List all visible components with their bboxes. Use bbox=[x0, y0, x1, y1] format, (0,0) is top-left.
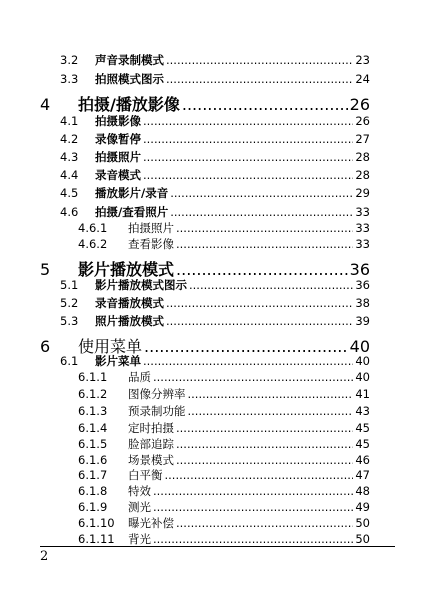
toc-entry-title: 使用菜单 bbox=[78, 337, 143, 356]
toc-entry-number: 4 bbox=[40, 95, 51, 114]
toc-entry-title: 拍摄/播放影像 bbox=[78, 95, 180, 114]
toc-entry-title: 录音播放模式 bbox=[95, 296, 164, 310]
toc-entry-page: 41 bbox=[355, 387, 370, 401]
toc-entry-page: 28 bbox=[355, 168, 370, 182]
toc-entry-title: 查看影像 bbox=[128, 237, 174, 251]
toc-entry-page: 45 bbox=[355, 437, 370, 451]
toc-entry-page: 50 bbox=[355, 532, 370, 546]
toc-entry-number: 4.4 bbox=[60, 168, 79, 182]
toc-entry[interactable] bbox=[60, 295, 370, 311]
toc-entry-title: 脸部追踪 bbox=[128, 437, 174, 451]
toc-entry-title: 特效 bbox=[128, 484, 151, 498]
toc-entry-title: 场景模式 bbox=[128, 453, 174, 467]
toc-entry-page: 39 bbox=[355, 314, 370, 328]
toc-entry[interactable] bbox=[40, 92, 370, 115]
toc-entry[interactable] bbox=[78, 386, 370, 402]
toc-entry[interactable] bbox=[78, 499, 370, 515]
toc-entry-page: 40 bbox=[355, 370, 370, 384]
toc-entry-number: 6.1.7 bbox=[78, 468, 108, 482]
toc-entry-number: 6.1.8 bbox=[78, 484, 108, 498]
toc-entry[interactable] bbox=[78, 436, 370, 452]
toc-entry[interactable] bbox=[78, 220, 370, 236]
toc-entry-page: 33 bbox=[355, 205, 370, 219]
toc-entry-page: 33 bbox=[355, 221, 370, 235]
toc-entry-title: 影片播放模式图示 bbox=[95, 278, 187, 292]
dot-leader bbox=[153, 532, 353, 546]
toc-entry-title: 拍摄/查看照片 bbox=[95, 205, 169, 219]
toc-entry[interactable] bbox=[78, 369, 370, 385]
toc-entry-number: 6.1.6 bbox=[78, 453, 108, 467]
dot-leader bbox=[188, 387, 354, 401]
toc-entry-number: 4.6.2 bbox=[78, 237, 108, 251]
toc-entry-number: 6.1.5 bbox=[78, 437, 108, 451]
dot-leader bbox=[166, 314, 353, 328]
dot-leader bbox=[188, 404, 354, 418]
dot-leader bbox=[176, 221, 353, 235]
toc-entry-title: 白平衡 bbox=[128, 468, 163, 482]
toc-entry[interactable] bbox=[60, 113, 370, 129]
toc-entry-title: 影片播放模式 bbox=[78, 260, 175, 279]
toc-entry-title: 测光 bbox=[128, 500, 151, 514]
toc-entry-number: 6.1 bbox=[60, 354, 79, 368]
dot-leader bbox=[170, 186, 353, 200]
toc-entry-title: 拍摄照片 bbox=[128, 221, 174, 235]
toc-entry[interactable] bbox=[78, 483, 370, 499]
toc-entry[interactable] bbox=[78, 403, 370, 419]
toc-entry-title: 品质 bbox=[128, 370, 151, 384]
toc-entry-number: 4.3 bbox=[60, 150, 79, 164]
toc-entry-page: 38 bbox=[355, 296, 370, 310]
toc-entry[interactable] bbox=[60, 204, 370, 220]
toc-entry[interactable] bbox=[60, 52, 370, 68]
dot-leader bbox=[170, 205, 353, 219]
toc-entry[interactable] bbox=[78, 420, 370, 436]
toc-entry[interactable] bbox=[60, 185, 370, 201]
toc-entry-title: 曝光补偿 bbox=[128, 516, 174, 530]
toc-entry-title: 声音录制模式 bbox=[95, 53, 164, 67]
dot-leader bbox=[143, 354, 353, 368]
toc-entry-number: 6.1.9 bbox=[78, 500, 108, 514]
toc-entry-page: 33 bbox=[355, 237, 370, 251]
toc-entry-page: 40 bbox=[349, 337, 370, 356]
dot-leader bbox=[143, 114, 353, 128]
toc-entry-number: 4.6 bbox=[60, 205, 79, 219]
toc-entry-title: 录像暂停 bbox=[95, 132, 141, 146]
toc-entry-number: 6.1.2 bbox=[78, 387, 108, 401]
toc-entry-title: 拍照模式图示 bbox=[95, 72, 164, 86]
toc-entry-page: 24 bbox=[355, 72, 370, 86]
toc-entry-number: 5.1 bbox=[60, 278, 79, 292]
toc-entry-number: 6.1.1 bbox=[78, 370, 108, 384]
toc-entry[interactable] bbox=[60, 277, 370, 293]
toc-entry[interactable] bbox=[78, 531, 370, 547]
toc-entry-title: 拍摄照片 bbox=[95, 150, 141, 164]
toc-entry-title: 录音模式 bbox=[95, 168, 141, 182]
toc-entry-title: 定时拍摄 bbox=[128, 421, 174, 435]
dot-leader bbox=[166, 72, 353, 86]
dot-leader bbox=[143, 150, 353, 164]
dot-leader bbox=[176, 421, 353, 435]
toc-entry-title: 播放影片/录音 bbox=[95, 186, 169, 200]
dot-leader bbox=[143, 132, 353, 146]
toc-entry-number: 6.1.11 bbox=[78, 532, 115, 546]
toc-entry-page: 47 bbox=[355, 468, 370, 482]
toc-entry-page: 49 bbox=[355, 500, 370, 514]
dot-leader bbox=[153, 484, 353, 498]
toc-entry-page: 29 bbox=[355, 186, 370, 200]
toc-entry-number: 6.1.10 bbox=[78, 516, 115, 530]
toc-entry-number: 6 bbox=[40, 337, 51, 356]
toc-entry-title: 预录制功能 bbox=[128, 404, 186, 418]
dot-leader bbox=[182, 95, 348, 114]
toc-entry-title: 拍摄影像 bbox=[95, 114, 141, 128]
toc-entry-page: 26 bbox=[355, 114, 370, 128]
dot-leader bbox=[143, 168, 353, 182]
toc-entry-page: 23 bbox=[355, 53, 370, 67]
toc-entry[interactable] bbox=[78, 452, 370, 468]
toc-entry-page: 46 bbox=[355, 453, 370, 467]
dot-leader bbox=[176, 516, 353, 530]
toc-entry[interactable] bbox=[60, 167, 370, 183]
toc-entry-title: 照片播放模式 bbox=[95, 314, 164, 328]
toc-entry-page: 43 bbox=[355, 404, 370, 418]
toc-entry-page: 28 bbox=[355, 150, 370, 164]
dot-leader bbox=[165, 468, 354, 482]
toc-entry-number: 6.1.4 bbox=[78, 421, 108, 435]
toc-entry-number: 4.5 bbox=[60, 186, 79, 200]
toc-entry-page: 50 bbox=[355, 516, 370, 530]
toc-entry[interactable] bbox=[78, 515, 370, 531]
dot-leader bbox=[176, 237, 353, 251]
toc-entry-page: 36 bbox=[355, 278, 370, 292]
toc-entry-page: 26 bbox=[349, 95, 370, 114]
dot-leader bbox=[153, 500, 353, 514]
toc-entry-page: 40 bbox=[355, 354, 370, 368]
toc-entry[interactable] bbox=[60, 131, 370, 147]
toc-entry-number: 5 bbox=[40, 260, 51, 279]
toc-entry[interactable] bbox=[78, 467, 370, 483]
toc-entry-title: 影片菜单 bbox=[95, 354, 141, 368]
toc-entry-number: 5.3 bbox=[60, 314, 79, 328]
toc-entry-number: 4.2 bbox=[60, 132, 79, 146]
toc-entry-page: 45 bbox=[355, 421, 370, 435]
toc-entry-number: 5.2 bbox=[60, 296, 79, 310]
toc-entry[interactable] bbox=[60, 353, 370, 369]
toc-entry-number: 4.6.1 bbox=[78, 221, 108, 235]
toc-entry-page: 36 bbox=[349, 260, 370, 279]
footer-rule bbox=[40, 546, 395, 547]
toc-entry-page: 27 bbox=[355, 132, 370, 146]
dot-leader bbox=[166, 53, 353, 67]
toc-entry[interactable] bbox=[60, 71, 370, 87]
toc-entry[interactable] bbox=[78, 236, 370, 252]
toc-entry-number: 3.2 bbox=[60, 53, 79, 67]
dot-leader bbox=[176, 453, 353, 467]
toc-entry-page: 48 bbox=[355, 484, 370, 498]
dot-leader bbox=[166, 296, 353, 310]
toc-entry[interactable] bbox=[60, 313, 370, 329]
dot-leader bbox=[176, 437, 353, 451]
toc-entry[interactable] bbox=[60, 149, 370, 165]
toc-entry-number: 6.1.3 bbox=[78, 404, 108, 418]
dot-leader bbox=[153, 370, 353, 384]
toc-entry-number: 4.1 bbox=[60, 114, 79, 128]
toc-entry-title: 背光 bbox=[128, 532, 151, 546]
toc-entry-title: 图像分辨率 bbox=[128, 387, 186, 401]
page-number: 2 bbox=[40, 549, 49, 564]
dot-leader bbox=[189, 278, 353, 292]
toc-entry-number: 3.3 bbox=[60, 72, 79, 86]
